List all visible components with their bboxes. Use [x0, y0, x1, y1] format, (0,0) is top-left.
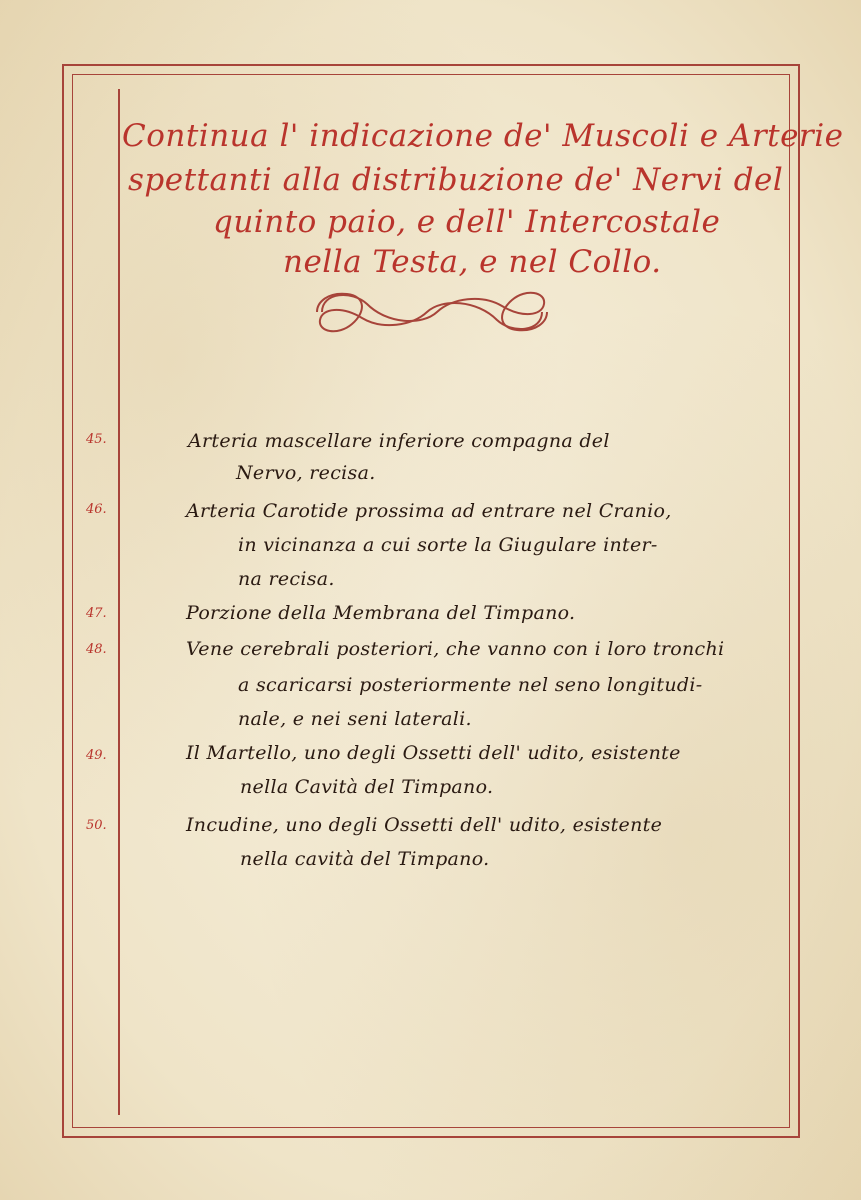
title-line-2: spettanti alla distribuzione de' Nervi del [128, 162, 784, 198]
entry-number: 49. [86, 748, 107, 763]
title-line-3: quinto paio, e dell' Intercostale [213, 204, 721, 240]
entry-line: Arteria mascellare inferiore compagna del [188, 430, 610, 452]
entry-line: Nervo, recisa. [236, 462, 376, 484]
entry-line: Incudine, uno degli Ossetti dell' udito, esistente [186, 814, 663, 836]
entry-number: 50. [86, 818, 107, 833]
entry-line: in vicinanza a cui sorte la Giugulare inter- [238, 534, 658, 556]
entry-line: nella Cavità del Timpano. [240, 776, 494, 798]
left-margin-rule [118, 89, 120, 1115]
calligraphic-flourish [312, 282, 552, 342]
entry-number: 46. [86, 502, 107, 517]
entry-number: 45. [86, 432, 107, 447]
entry-number: 47. [86, 606, 107, 621]
entry-line: Il Martello, uno degli Ossetti dell' udito, esistente [186, 742, 681, 764]
entry-line: Arteria Carotide prossima ad entrare nel Cranio, [186, 500, 672, 522]
entry-line: nella cavità del Timpano. [240, 848, 490, 870]
entry-line: Vene cerebrali posteriori, che vanno con i loro tronchi [186, 638, 725, 660]
entry-line: na recisa. [238, 568, 335, 590]
entry-line: a scaricarsi posteriormente nel seno longitudi- [238, 674, 703, 696]
title-line-4: nella Testa, e nel Collo. [283, 244, 662, 280]
entry-line: Porzione della Membrana del Timpano. [186, 602, 576, 624]
entry-line: nale, e nei seni laterali. [238, 708, 472, 730]
title-line-1: Continua l' indicazione de' Muscoli e Arterie [122, 118, 844, 154]
entry-number: 48. [86, 642, 107, 657]
